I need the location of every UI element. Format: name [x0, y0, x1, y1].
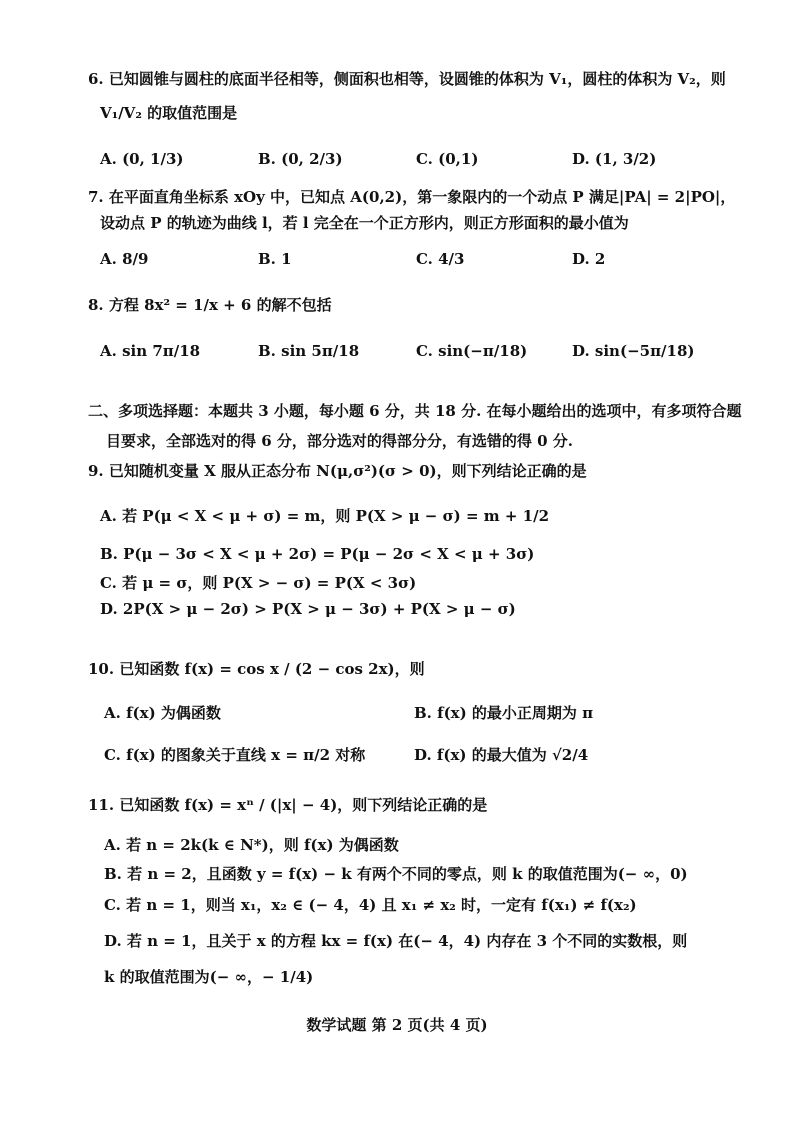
q11-option-b: B. 若 n = 2，且函数 y = f(x) − k 有两个不同的零点，则 k 的取值范围为(− ∞，0) [104, 865, 688, 883]
q9-option-b: B. P(μ − 3σ < X < μ + 2σ) = P(μ − 2σ < X < μ + 3σ) [100, 545, 535, 563]
page-footer: 数学试题 第 2 页(共 4 页) [306, 1016, 488, 1034]
q8-option-d: D. sin(−5π/18) [572, 342, 695, 360]
q8-option-a: A. sin 7π/18 [100, 342, 201, 360]
q9-stem: 9. 已知随机变量 X 服从正态分布 N(μ,σ²)(σ > 0)，则下列结论正确的是 [88, 462, 587, 480]
q7-option-d: D. 2 [572, 250, 606, 268]
q10-option-d: D. f(x) 的最大值为 √2/4 [414, 746, 589, 764]
q11-stem: 11. 已知函数 f(x) = xⁿ / (|x| − 4)，则下列结论正确的是 [88, 796, 488, 814]
q8-option-b: B. sin 5π/18 [258, 342, 360, 360]
q6-option-a: A. (0, 1/3) [100, 150, 184, 168]
q6-stem-2: V₁/V₂ 的取值范围是 [100, 104, 238, 122]
q6-option-b: B. (0, 2/3) [258, 150, 343, 168]
q11-option-d-continued: k 的取值范围为(− ∞，− 1/4) [104, 968, 314, 986]
q7-stem: 7. 在平面直角坐标系 xOy 中，已知点 A(0,2)，第一象限内的一个动点 P 满足|PA| = 2|PO|， [88, 188, 736, 206]
q6-stem: 6. 已知圆锥与圆柱的底面半径相等，侧面积也相等，设圆锥的体积为 V₁，圆柱的体积为 V₂，则 [88, 70, 726, 88]
q6-option-c: C. (0,1) [416, 150, 479, 168]
q8-stem: 8. 方程 8x² = 1/x + 6 的解不包括 [88, 296, 332, 314]
q11-option-a: A. 若 n = 2k(k ∈ N*)，则 f(x) 为偶函数 [104, 836, 399, 854]
q7-option-c: C. 4/3 [416, 250, 465, 268]
q10-option-c: C. f(x) 的图象关于直线 x = π/2 对称 [104, 746, 366, 764]
q6-option-d: D. (1, 3/2) [572, 150, 657, 168]
q9-option-d: D. 2P(X > μ − 2σ) > P(X > μ − 3σ) + P(X > μ − σ) [100, 600, 516, 618]
q7-option-b: B. 1 [258, 250, 292, 268]
section-2-heading-2: 目要求，全部选对的得 6 分，部分选对的得部分分，有选错的得 0 分. [106, 432, 573, 450]
q10-stem: 10. 已知函数 f(x) = cos x / (2 − cos 2x)，则 [88, 660, 425, 678]
q7-stem-2: 设动点 P 的轨迹为曲线 l，若 l 完全在一个正方形内，则正方形面积的最小值为 [100, 214, 629, 232]
q9-option-c: C. 若 μ = σ，则 P(X > − σ) = P(X < 3σ) [100, 574, 417, 592]
section-2-heading: 二、多项选择题：本题共 3 小题，每小题 6 分，共 18 分. 在每小题给出的选项中，有多项符合题 [88, 402, 742, 420]
q8-option-c: C. sin(−π/18) [416, 342, 528, 360]
q7-option-a: A. 8/9 [100, 250, 149, 268]
q10-option-b: B. f(x) 的最小正周期为 π [414, 704, 594, 722]
q11-option-c: C. 若 n = 1，则当 x₁，x₂ ∈ (− 4，4) 且 x₁ ≠ x₂ 时，一定有 f(x₁) ≠ f(x₂) [104, 896, 637, 914]
q9-option-a: A. 若 P(μ < X < μ + σ) = m，则 P(X > μ − σ) = m + 1/2 [100, 507, 550, 525]
q10-option-a: A. f(x) 为偶函数 [104, 704, 221, 722]
q11-option-d: D. 若 n = 1，且关于 x 的方程 kx = f(x) 在(− 4，4) 内存在 3 个不同的实数根，则 [104, 932, 688, 950]
